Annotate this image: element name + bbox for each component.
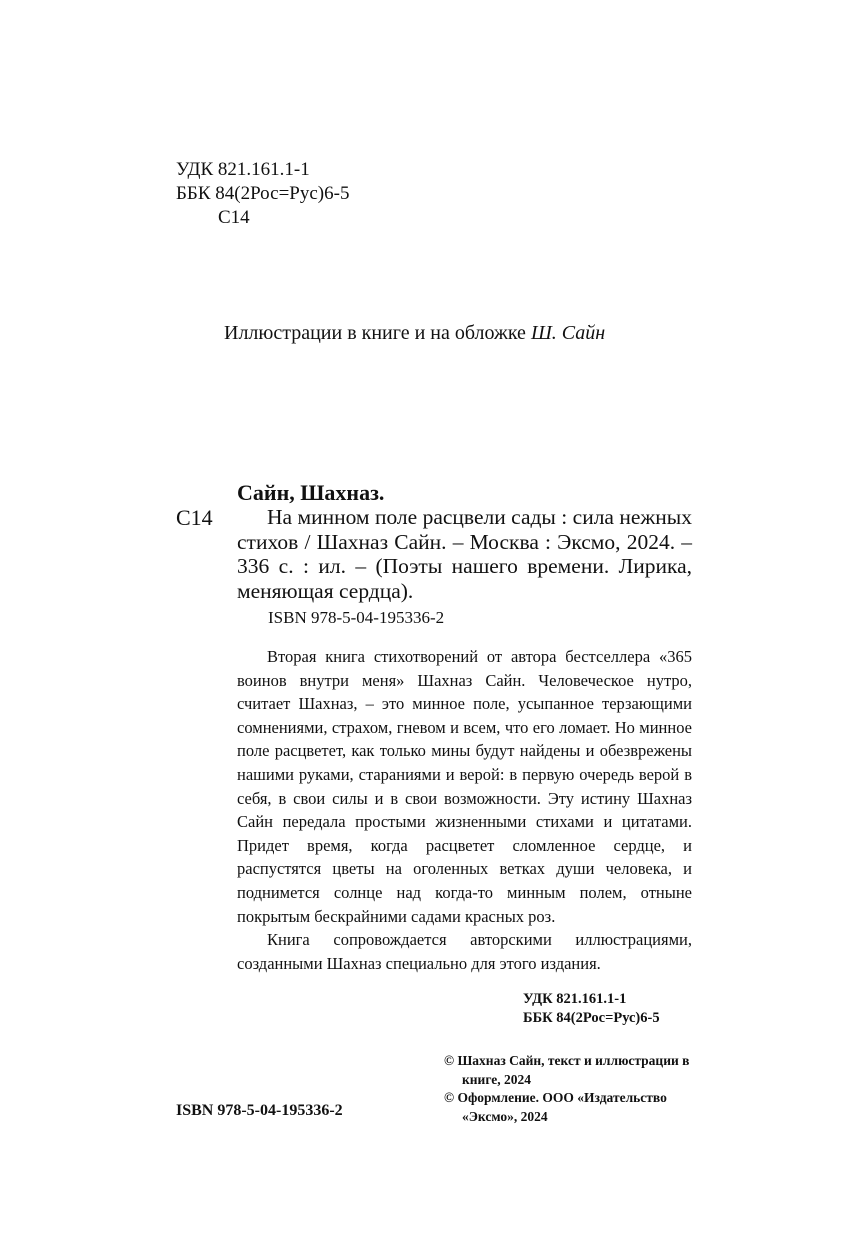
- title-description: На минном поле расцвели сады : сила нежных стихов / Шахназ Сайн. – Москва : Эксмо, 2024. – 336 с. : ил. – (Поэты нашего времени. Лирика, меняющая сердца).: [237, 505, 692, 603]
- author-heading: Сайн, Шахназ.: [237, 480, 385, 505]
- illustrations-credit-text: Иллюстрации в книге и на обложке: [224, 322, 531, 344]
- illustrations-credit: [224, 322, 605, 345]
- isbn-line: ISBN 978-5-04-195336-2: [268, 608, 445, 627]
- annotation-paragraph: Книга сопровождается авторскими иллюстрациями, созданными Шахназ специально для этого издания.: [237, 930, 692, 973]
- bbk-code-right: ББК 84(2Рос=Рус)6-5: [523, 1010, 660, 1026]
- annotation: [237, 645, 692, 975]
- classification-block: [176, 158, 349, 230]
- bbk-code: ББК 84(2Рос=Рус)6-5: [176, 183, 350, 204]
- copyright-design: © Оформление. ООО «Издательство «Эксмо», 2024: [444, 1090, 667, 1124]
- author-mark-left: С14: [176, 505, 213, 530]
- illustrations-credit-author: Ш. Сайн: [530, 322, 606, 344]
- udk-code: УДК 821.161.1-1: [176, 159, 310, 180]
- copyright-block: [444, 1052, 694, 1126]
- copyright-text: © Шахназ Сайн, текст и иллюстрации в книге, 2024: [444, 1053, 690, 1087]
- udk-code-right: УДК 821.161.1-1: [523, 991, 627, 1007]
- classification-right: [523, 990, 660, 1028]
- annotation-paragraph: Вторая книга стихотворений от автора бестселлера «365 воинов внутри меня» Шахназ Сайн. Человеческое нутро, считает Шахназ, – это минное поле, усыпанное терзающими сомнениями, страхом, гневом и всем, что его ломает. Но минное поле расцветет, как только мины будут найдены и обезврежены нашими руками, стараниями и верой: в первую очередь верой в себя, в свои силы и в свои возможности. Эту истину Шахназ Сайн передала простыми жизненными стихами и цитатами. Придет время, когда расцветет сломленное сердце, и распустятся цветы на оголенных ветках души человека, и поднимется солнце над когда-то минным полем, отныне покрытым бескрайними садами красных роз.: [237, 647, 692, 926]
- isbn-bottom: ISBN 978-5-04-195336-2: [176, 1102, 343, 1119]
- author-mark: С14: [218, 207, 250, 228]
